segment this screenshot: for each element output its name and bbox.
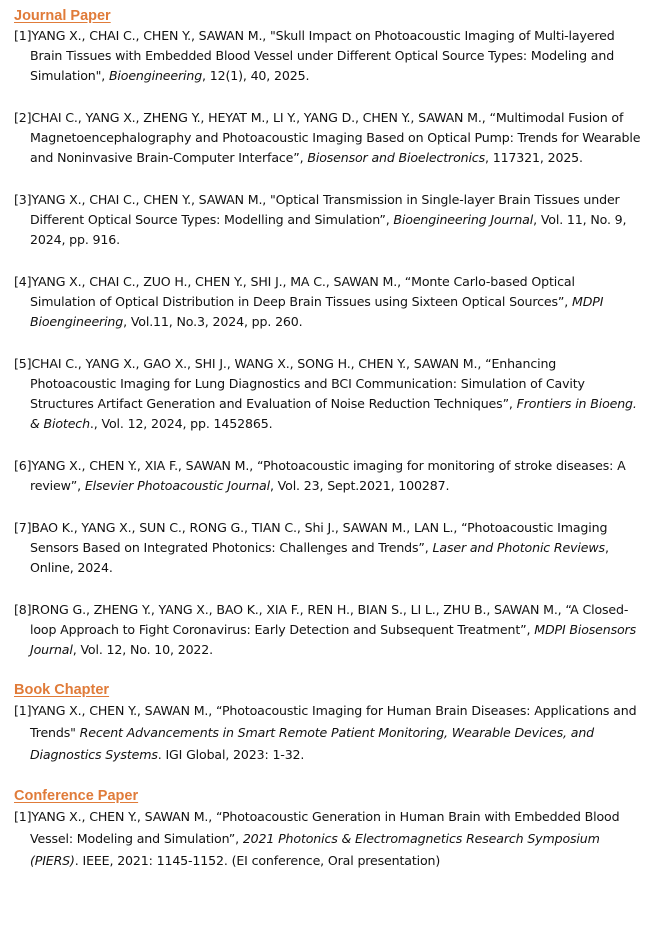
ref-venue: Laser and Photonic Reviews bbox=[432, 540, 605, 555]
ref-venue: MDPI Bioengineering bbox=[30, 294, 604, 329]
journal-ref-1 bbox=[14, 26, 644, 86]
ref-venue: Recent Advancements in Smart Remote Patient Monitoring, Wearable Devices, and Diagnostics Systems bbox=[30, 725, 595, 762]
journal-paper-section bbox=[14, 6, 644, 660]
ref-details: , Vol. 23, Sept.2021, 100287. bbox=[269, 478, 450, 493]
ref-venue: Elsevier Photoacoustic Journal bbox=[84, 478, 270, 493]
ref-venue: Biosensor and Bioelectronics bbox=[307, 150, 485, 165]
ref-venue: Frontiers in Bioeng. & Biotech bbox=[30, 396, 637, 431]
ref-number: [7] bbox=[14, 520, 32, 535]
section-heading-conference-paper: Conference Paper bbox=[14, 788, 139, 804]
ref-venue: 2021 Photonics & Electromagnetics Research Symposium (PIERS) bbox=[30, 831, 600, 868]
ref-authors-title: CHAI C., YANG X., GAO X., SHI J., WANG X., SONG H., CHEN Y., SAWAN M., “Enhancing Photoacoustic Imaging for Lung Diagnostics and BCI Communication: Simulation of Cavity Structures Artifact Generation and Evaluation of Noise Reduction Techniques”, bbox=[30, 356, 585, 411]
ref-details: ., Vol. 12, 2024, pp. 1452865. bbox=[89, 416, 273, 431]
ref-details: , Vol. 12, No. 10, 2022. bbox=[72, 642, 214, 657]
ref-authors-title: YANG X., CHEN Y., SAWAN M., “Photoacoustic Imaging for Human Brain Diseases: Applications and Trends" bbox=[30, 703, 637, 740]
ref-details: , 12(1), 40, 2025. bbox=[202, 68, 310, 83]
section-heading-journal-paper: Journal Paper bbox=[14, 8, 111, 24]
ref-venue: Bioengineering Journal bbox=[393, 212, 534, 227]
ref-details: , Online, 2024. bbox=[30, 540, 609, 575]
ref-number: [5] bbox=[14, 356, 32, 371]
ref-authors-title: CHAI C., YANG X., ZHENG Y., HEYAT M., LI Y., YANG D., CHEN Y., SAWAN M., “Multimodal Fusion of Magnetoencephalography and Photoacoustic Imaging Based on Optical Pump: Trends for Wearable and Noninvasive Brain-Computer Interface”, bbox=[30, 110, 641, 165]
ref-number: [4] bbox=[14, 274, 32, 289]
ref-number: [1] bbox=[14, 809, 32, 824]
publication-list bbox=[14, 6, 644, 872]
journal-ref-5 bbox=[14, 354, 644, 434]
ref-number: [1] bbox=[14, 28, 32, 43]
ref-number: [1] bbox=[14, 703, 32, 718]
ref-authors-title: YANG X., CHAI C., ZUO H., CHEN Y., SHI J., MA C., SAWAN M., “Monte Carlo-based Optical Simulation of Optical Distribution in Deep Brain Tissues using Sixteen Optical Sources”, bbox=[30, 274, 575, 309]
journal-ref-3 bbox=[14, 190, 644, 250]
journal-ref-2 bbox=[14, 108, 644, 168]
ref-number: [3] bbox=[14, 192, 32, 207]
journal-ref-4 bbox=[14, 272, 644, 332]
ref-authors-title: YANG X., CHEN Y., SAWAN M., “Photoacoustic Generation in Human Brain with Embedded Blood Vessel: Modeling and Simulation”, bbox=[30, 809, 620, 846]
journal-ref-6 bbox=[14, 456, 644, 496]
conference-ref-1 bbox=[14, 806, 644, 872]
ref-authors-title: YANG X., CHAI C., CHEN Y., SAWAN M., "Skull Impact on Photoacoustic Imaging of Multi-layered Brain Tissues with Embedded Blood Vessel under Different Optical Source Types: Modeling and Simulation", bbox=[30, 28, 615, 83]
book-ref-1 bbox=[14, 700, 644, 766]
ref-number: [6] bbox=[14, 458, 32, 473]
ref-number: [8] bbox=[14, 602, 32, 617]
conference-paper-section bbox=[14, 786, 644, 872]
ref-details: . IGI Global, 2023: 1-32. bbox=[157, 747, 305, 762]
ref-authors-title: YANG X., CHEN Y., XIA F., SAWAN M., “Photoacoustic imaging for monitoring of stroke diseases: A review”, bbox=[30, 458, 626, 493]
ref-details: , Vol. 11, No. 9, 2024, pp. 916. bbox=[30, 212, 627, 247]
ref-details: , Vol.11, No.3, 2024, pp. 260. bbox=[123, 314, 303, 329]
ref-authors-title: RONG G., ZHENG Y., YANG X., BAO K., XIA F., REN H., BIAN S., LI L., ZHU B., SAWAN M., “A Closed-loop Approach to Fight Coronavirus: Early Detection and Subsequent Treatment”, bbox=[30, 602, 629, 637]
ref-authors-title: BAO K., YANG X., SUN C., RONG G., TIAN C., Shi J., SAWAN M., LAN L., “Photoacoustic Imaging Sensors Based on Integrated Photonics: Challenges and Trends”, bbox=[30, 520, 608, 555]
section-heading-book-chapter: Book Chapter bbox=[14, 682, 110, 698]
ref-details: , 117321, 2025. bbox=[485, 150, 583, 165]
ref-authors-title: YANG X., CHAI C., CHEN Y., SAWAN M., "Optical Transmission in Single-layer Brain Tissues under Different Optical Source Types: Modelling and Simulation”, bbox=[30, 192, 620, 227]
book-chapter-section bbox=[14, 680, 644, 766]
journal-ref-7 bbox=[14, 518, 644, 578]
ref-venue: MDPI Biosensors Journal bbox=[30, 622, 636, 657]
ref-details: . IEEE, 2021: 1145-1152. (EI conference, Oral presentation) bbox=[74, 853, 441, 868]
ref-venue: Bioengineering bbox=[108, 68, 203, 83]
ref-number: [2] bbox=[14, 110, 32, 125]
journal-ref-8 bbox=[14, 600, 644, 660]
